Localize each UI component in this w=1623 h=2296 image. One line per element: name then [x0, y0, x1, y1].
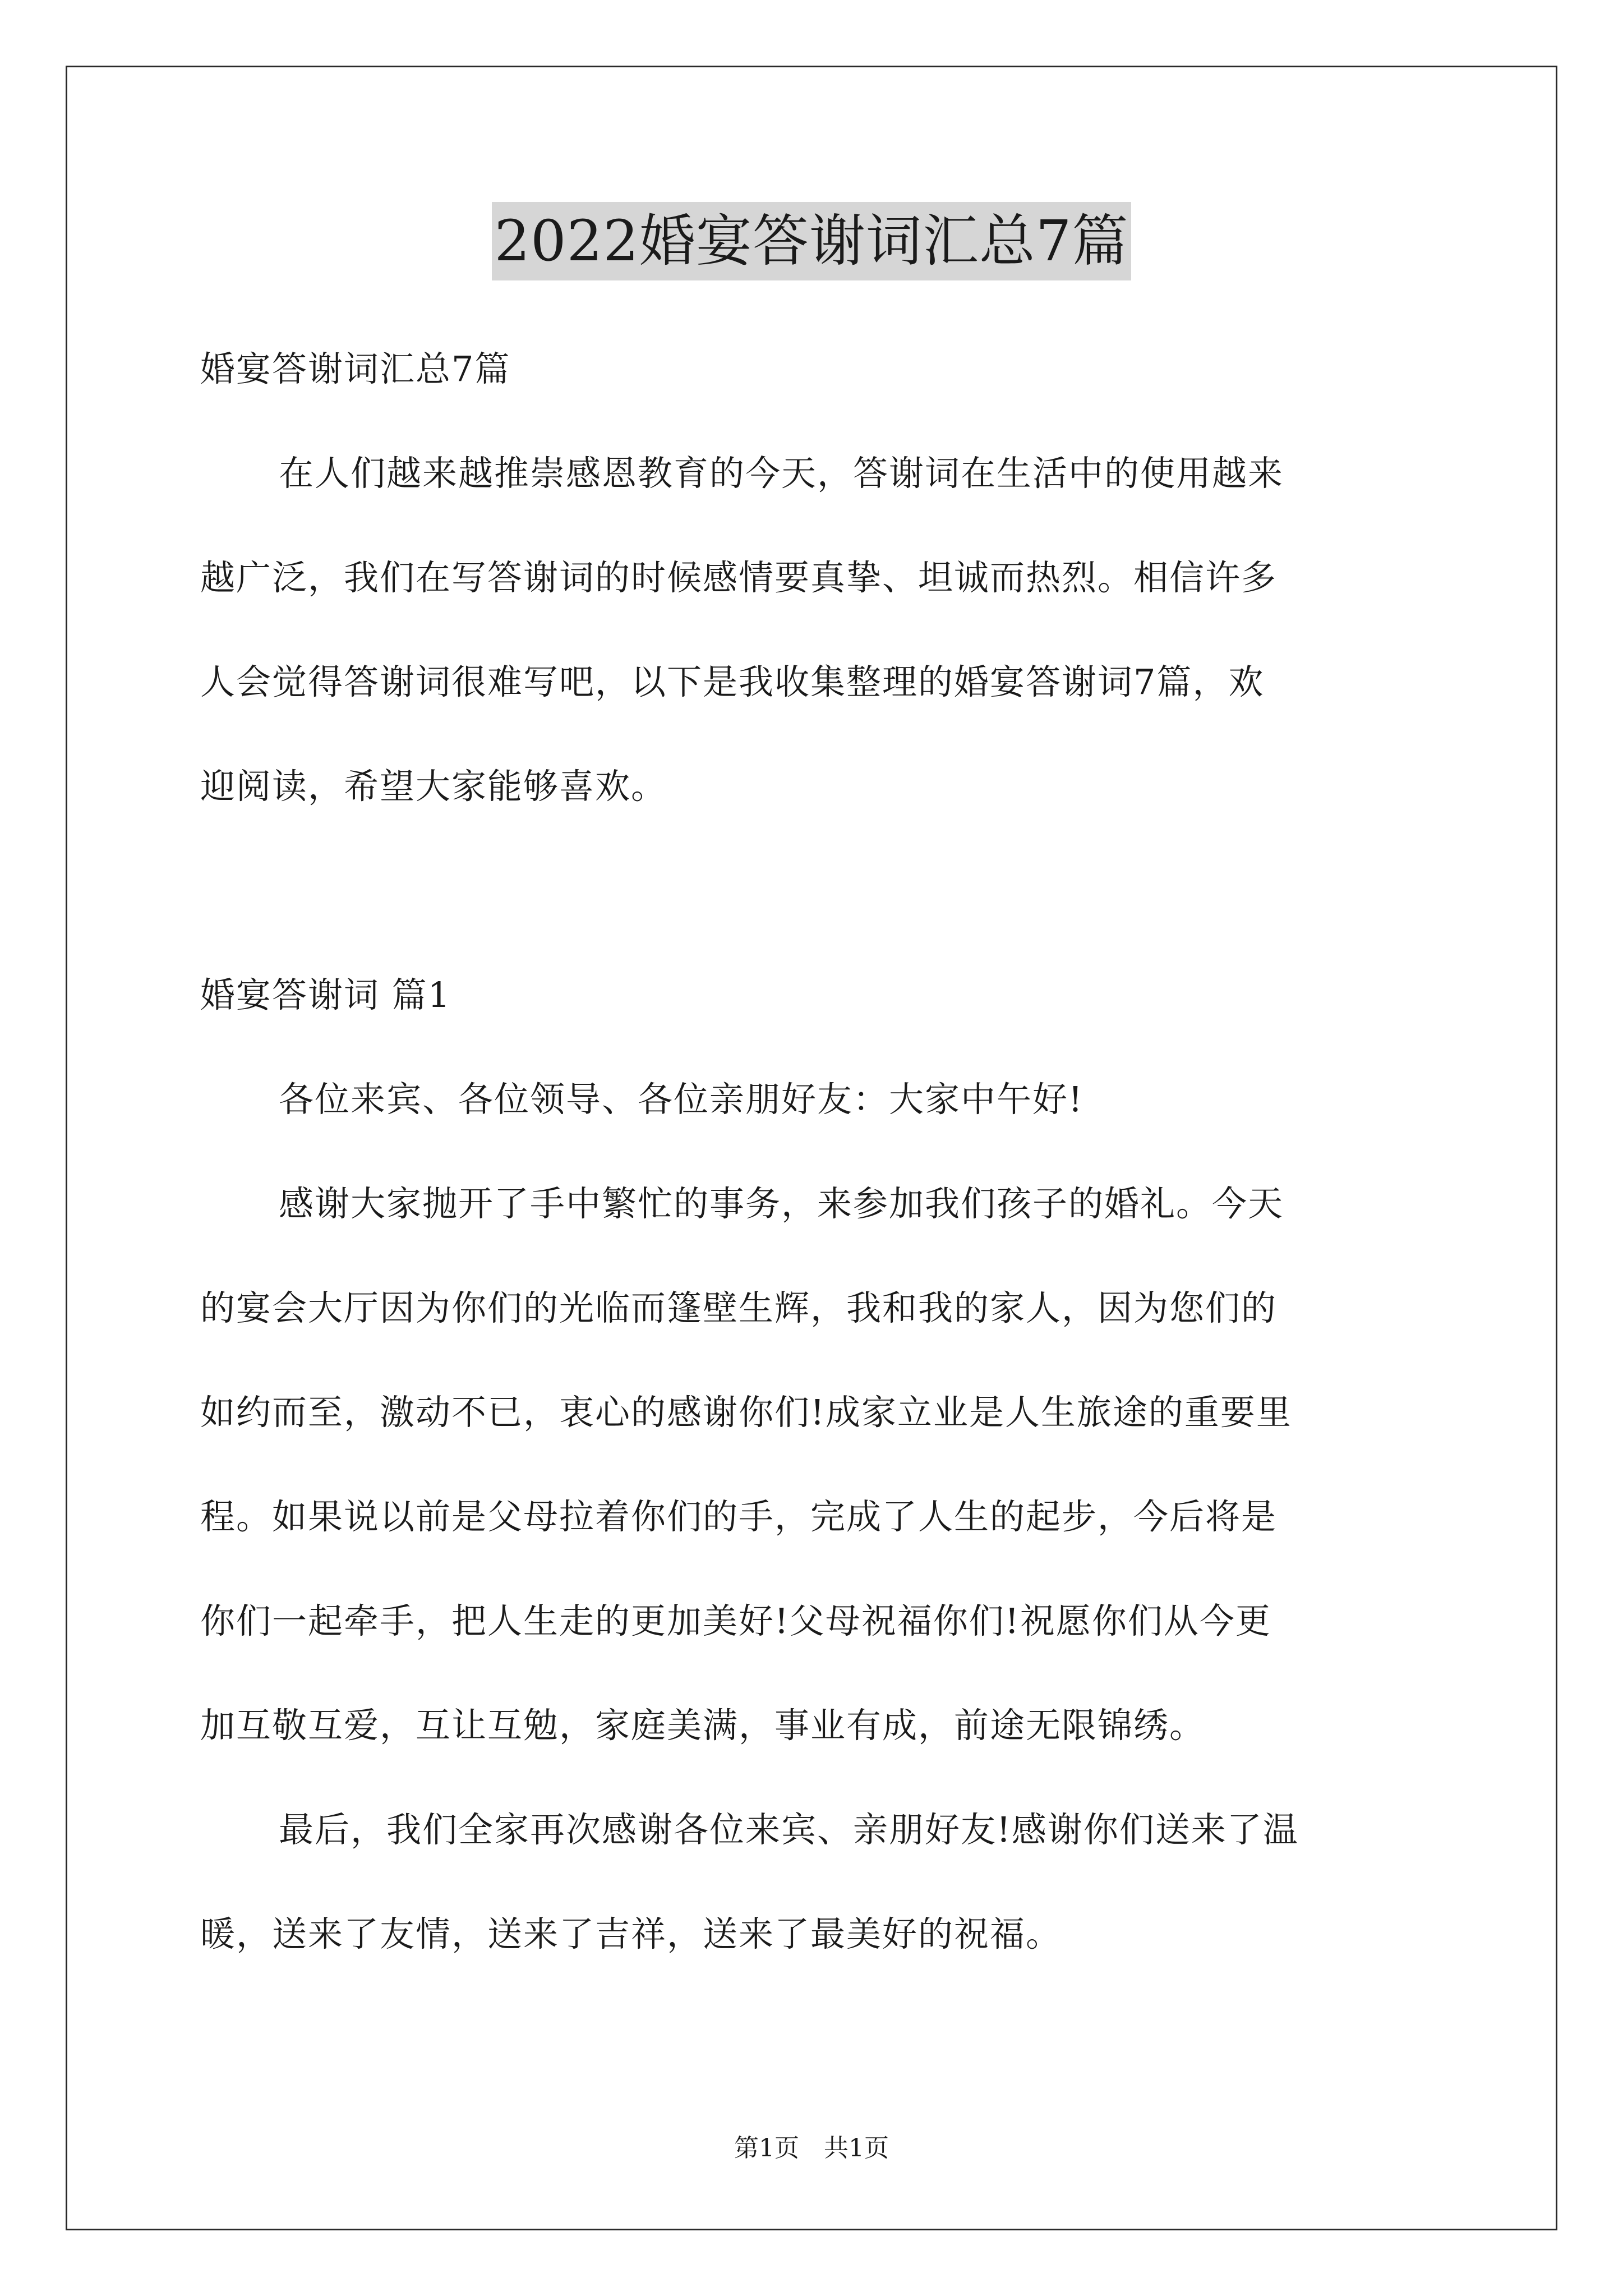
document-subtitle: 婚宴答谢词汇总7篇 — [200, 348, 511, 389]
intro-line: 迎阅读，希望大家能够喜欢。 — [200, 766, 667, 807]
intro-line: 人会觉得答谢词很难写吧，以下是我收集整理的婚宴答谢词7篇，欢 — [200, 661, 1265, 702]
paragraph-line: 你们一起牵手，把人生走的更加美好!父母祝福你们!祝愿你们从今更 — [200, 1600, 1271, 1641]
page-footer — [0, 2132, 1623, 2165]
paragraph-line: 最后，我们全家再次感谢各位来宾、亲朋好友!感谢你们送来了温 — [279, 1809, 1299, 1850]
paragraph-line: 加互敬互爱，互让互勉，家庭美满，事业有成，前途无限锦绣。 — [200, 1705, 1206, 1746]
paragraph-line: 程。如果说以前是父母拉着你们的手，完成了人生的起步，今后将是 — [200, 1496, 1278, 1537]
greeting-line: 各位来宾、各位领导、各位亲朋好友：大家中午好! — [279, 1079, 1083, 1120]
title-container — [0, 202, 1623, 280]
paragraph-line: 的宴会大厅因为你们的光临而篷壁生辉，我和我的家人，因为您们的 — [200, 1287, 1278, 1328]
intro-line: 越广泛，我们在写答谢词的时候感情要真挚、坦诚而热烈。相信许多 — [200, 557, 1278, 598]
page-number: 第1页 共1页 — [734, 2134, 889, 2162]
paragraph-line: 暖，送来了友情，送来了吉祥，送来了最美好的祝福。 — [200, 1913, 1062, 1954]
document-title: 2022婚宴答谢词汇总7篇 — [492, 202, 1131, 280]
paragraph-line: 感谢大家抛开了手中繁忙的事务，来参加我们孩子的婚礼。今天 — [279, 1183, 1284, 1224]
document-body — [200, 317, 1432, 1986]
intro-line: 在人们越来越推崇感恩教育的今天，答谢词在生活中的使用越来 — [279, 453, 1284, 494]
section-heading: 婚宴答谢词 篇1 — [200, 974, 451, 1015]
blank-line — [200, 839, 1432, 943]
paragraph-line: 如约而至，激动不已，衷心的感谢你们!成家立业是人生旅途的重要里 — [200, 1392, 1292, 1433]
